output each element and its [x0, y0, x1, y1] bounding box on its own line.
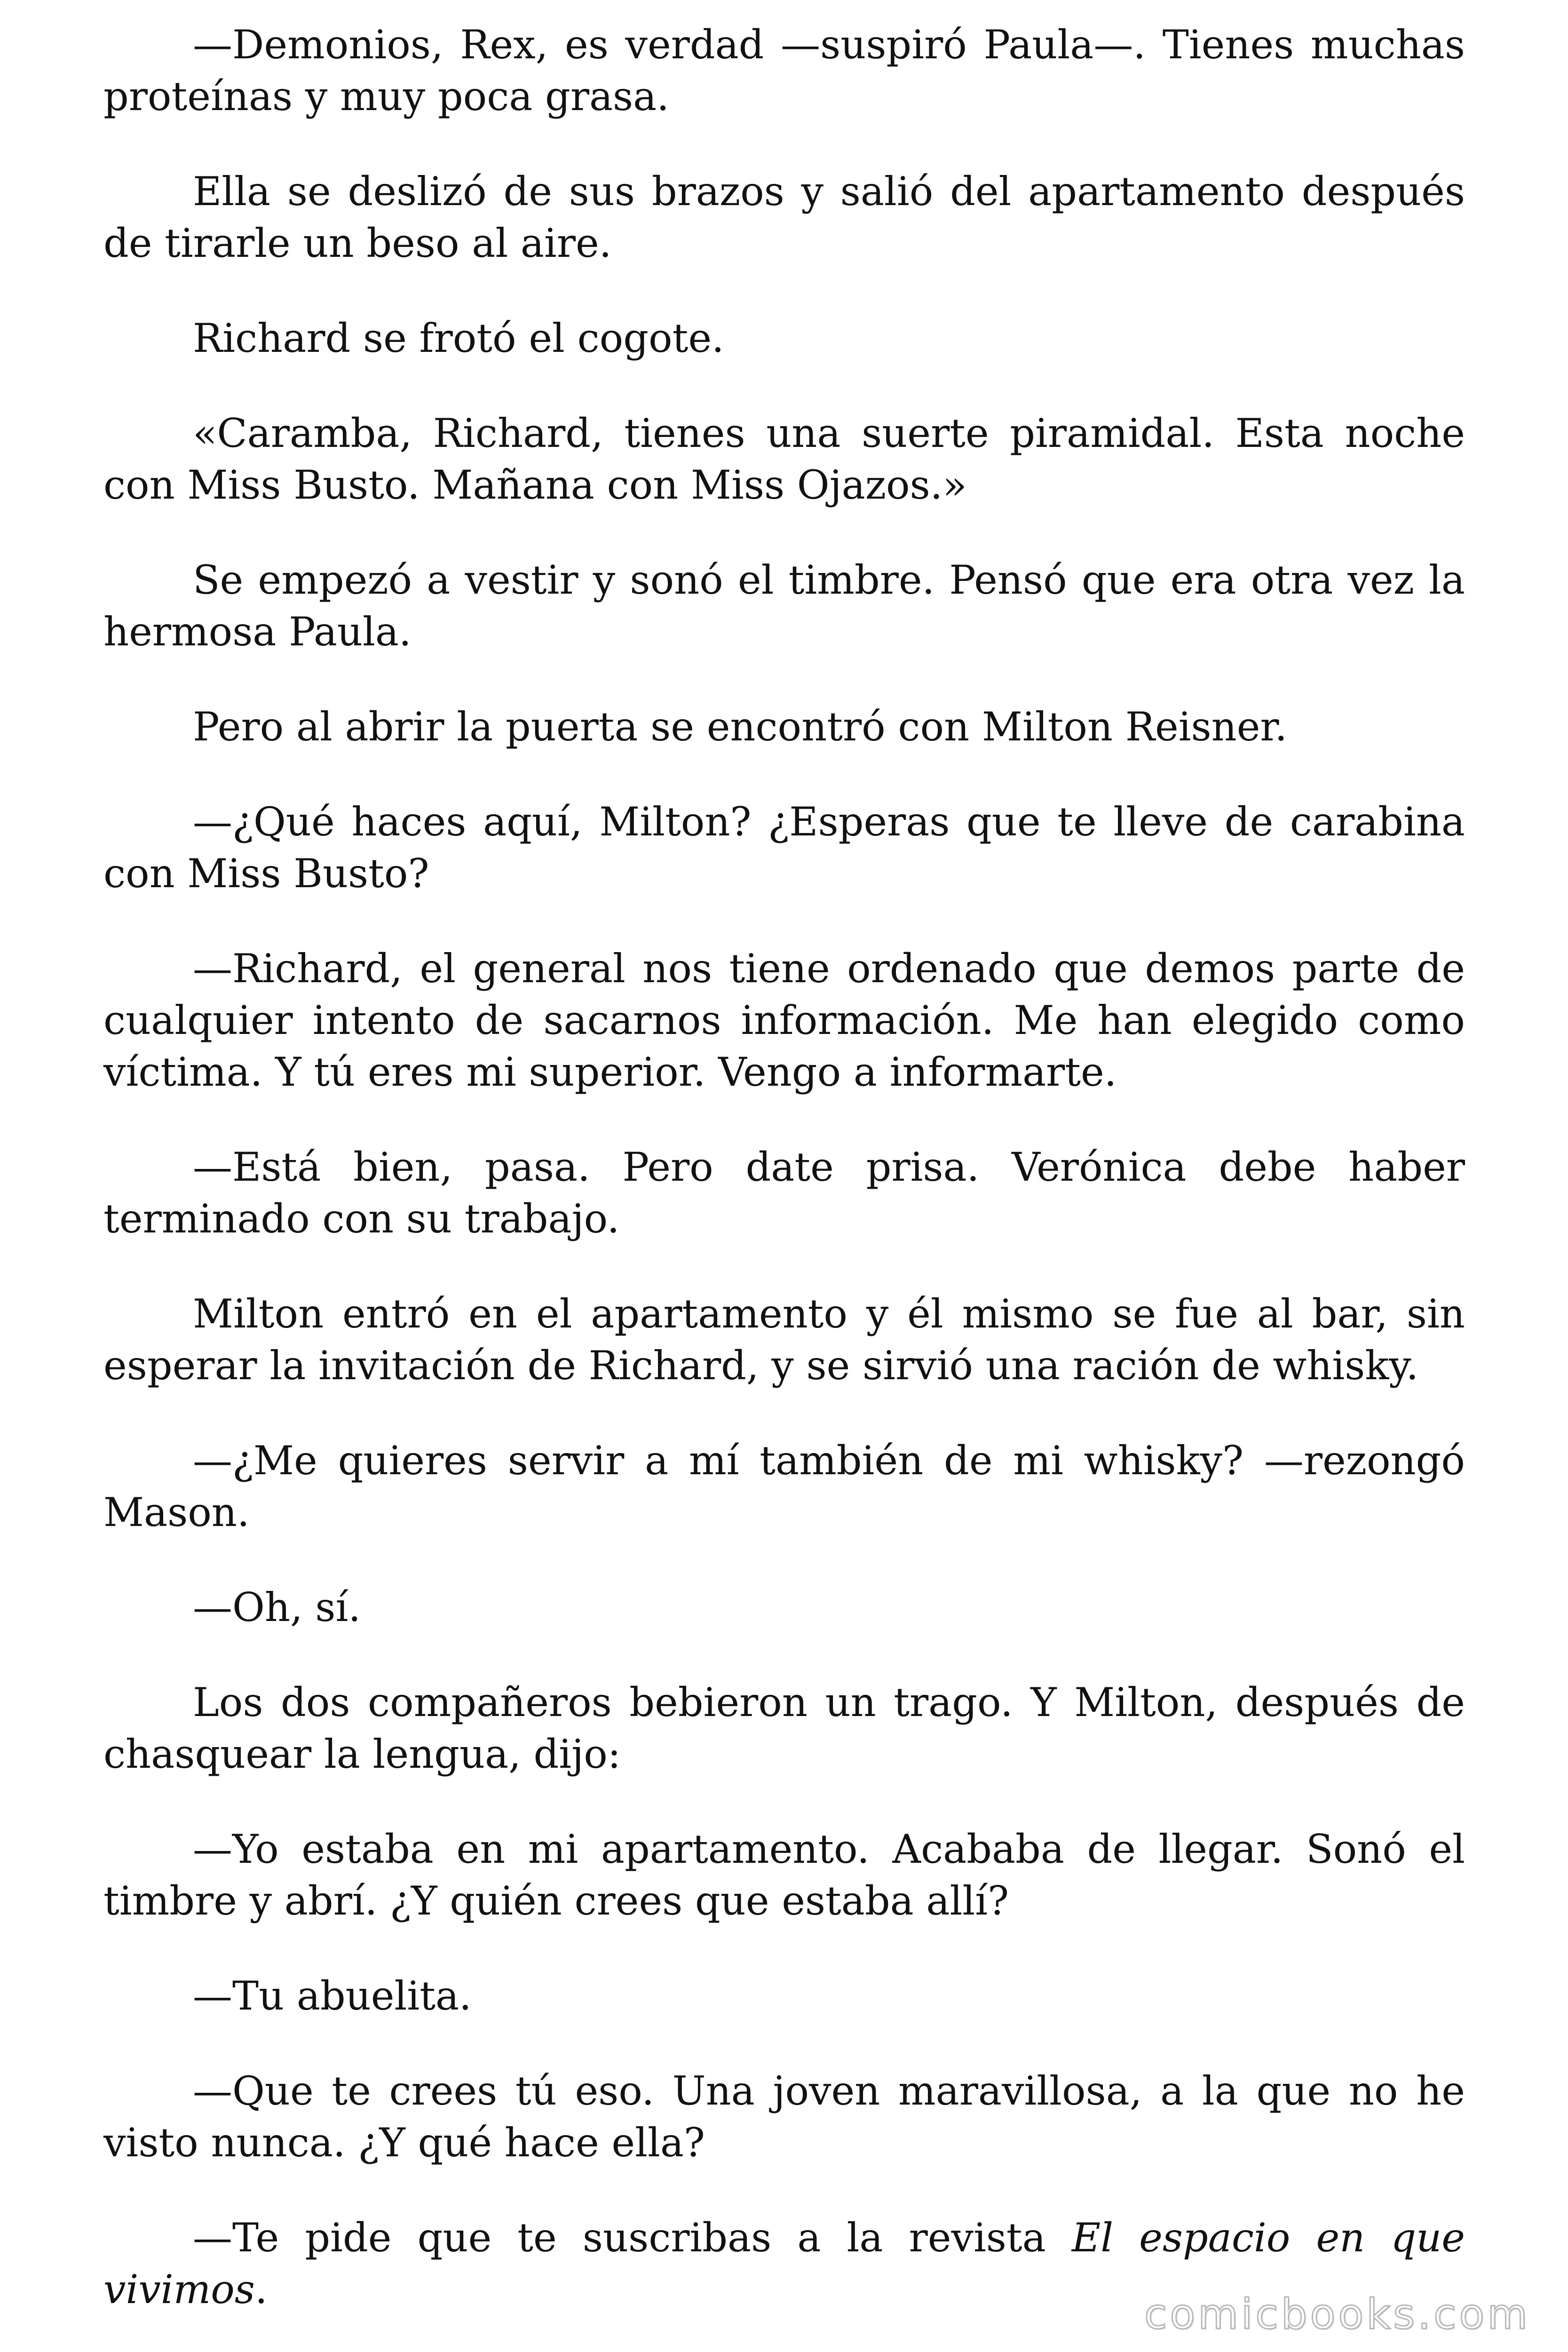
paragraph: —Demonios, Rex, es verdad —suspiró Paula—. Tienes muchas proteínas y muy poca grasa. — [103, 22, 1465, 119]
paragraph: —Oh, sí. — [193, 1584, 361, 1630]
paragraph: —Yo estaba en mi apartamento. Acababa de llegar. Sonó el timbre y abrí. ¿Y quién crees que estaba allí? — [103, 1826, 1465, 1924]
paragraph: Milton entró en el apartamento y él mismo se fue al bar, sin esperar la invitación de Richard, y se sirvió una ración de whisky. — [103, 1291, 1465, 1389]
paragraph: —Está bien, pasa. Pero date prisa. Verónica debe haber terminado con su trabajo. — [103, 1144, 1465, 1242]
paragraph: Richard se frotó el cogote. — [193, 315, 724, 361]
last-paragraph-text: —Te pide que te suscribas a la revista — [193, 2215, 1072, 2261]
last-paragraph-end: . — [254, 2266, 268, 2312]
paragraph: —Que te crees tú eso. Una joven maravillosa, a la que no he visto nunca. ¿Y qué hace ella? — [103, 2068, 1465, 2166]
paragraph: Ella se deslizó de sus brazos y salió del apartamento después de tirarle un beso al aire. — [103, 168, 1465, 266]
paragraph: Pero al abrir la puerta se encontró con Milton Reisner. — [193, 704, 1288, 750]
paragraph: «Caramba, Richard, tienes una suerte piramidal. Esta noche con Miss Busto. Mañana con Miss Ojazos.» — [103, 410, 1465, 508]
paragraph: —¿Me quieres servir a mí también de mi whisky? —rezongó Mason. — [103, 1438, 1465, 1535]
page-body — [103, 19, 1465, 2352]
paragraph: —Tu abuelita. — [193, 1973, 472, 2019]
watermark-logo: comicbooks.com — [1144, 2290, 1530, 2338]
paragraph: Los dos compañeros bebieron un trago. Y Milton, después de chasquear la lengua, dijo: — [103, 1679, 1465, 1777]
paragraph: —Richard, el general nos tiene ordenado que demos parte de cualquier intento de sacarnos información. Me han elegido como víctima. Y tú eres mi superior. Vengo a informarte. — [103, 946, 1465, 1095]
paragraph: —¿Qué haces aquí, Milton? ¿Esperas que te lleve de carabina con Miss Busto? — [103, 799, 1465, 897]
paragraph: Se empezó a vestir y sonó el timbre. Pensó que era otra vez la hermosa Paula. — [103, 557, 1465, 655]
magazine-title: El espacio en que vivimos — [103, 2215, 1465, 2312]
